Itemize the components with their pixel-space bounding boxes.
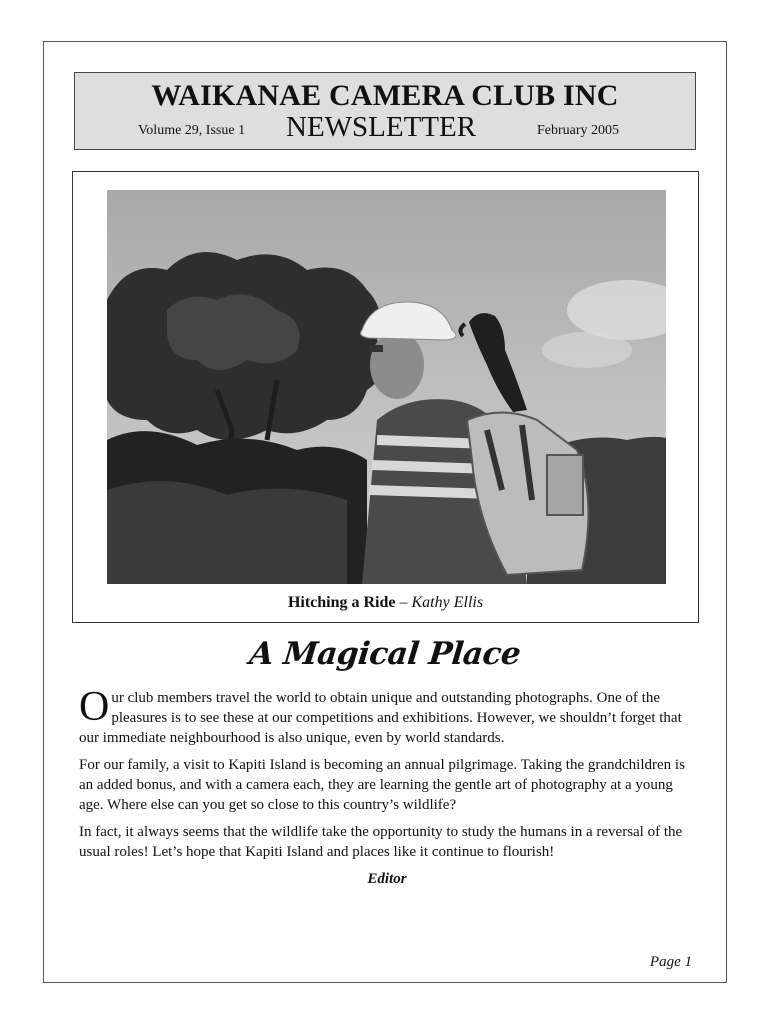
- glasses: [369, 345, 383, 352]
- masthead: [74, 72, 696, 150]
- page-number: Page 1: [649, 954, 692, 970]
- cloud: [542, 332, 632, 368]
- paragraph-1-text: ur club members travel the world to obtain unique and outstanding photographs. One of the pleasures is to see these at our competitions and exhibitions. However, we shouldn’t forget that our immediate neighbourhood is also unique, even by world standards.: [79, 690, 682, 746]
- masthead-title: WAIKANAE CAMERA CLUB INC: [151, 79, 619, 112]
- caption-title: Hitching a Ride: [287, 594, 396, 611]
- article-paragraph: For our family, a visit to Kapiti Island is becoming an annual pilgrimage. Taking the grandchildren is an added bonus, and with a camera each, they are learning the gentle art of photography at a young age. Where else can you get so close to this country’s wildlife?: [79, 757, 685, 813]
- masthead-date: February 2005: [537, 123, 620, 138]
- masthead-newsletter: NEWSLETTER: [286, 111, 477, 143]
- photo-frame: [72, 171, 699, 623]
- caption-dash: –: [395, 594, 412, 611]
- article-paragraph: In fact, it always seems that the wildlife take the opportunity to study the humans in a reversal of the usual roles! Let’s hope that Kapiti Island and places like it continue to flourish!: [79, 824, 683, 860]
- article-paragraph: [79, 684, 695, 748]
- backpack-pocket: [547, 455, 583, 515]
- drop-cap: O: [79, 684, 110, 730]
- article-body: [79, 684, 695, 889]
- photo-caption: [73, 594, 698, 612]
- person-face: [370, 331, 424, 399]
- caption-author: Kathy Ellis: [411, 594, 484, 611]
- article-headline: A Magical Place: [247, 636, 523, 672]
- signoff: Editor: [367, 871, 407, 887]
- cover-photo: [107, 190, 666, 584]
- cover-photo-illustration: [107, 190, 666, 584]
- masthead-volume: Volume 29, Issue 1: [138, 123, 246, 138]
- ground: [107, 481, 347, 584]
